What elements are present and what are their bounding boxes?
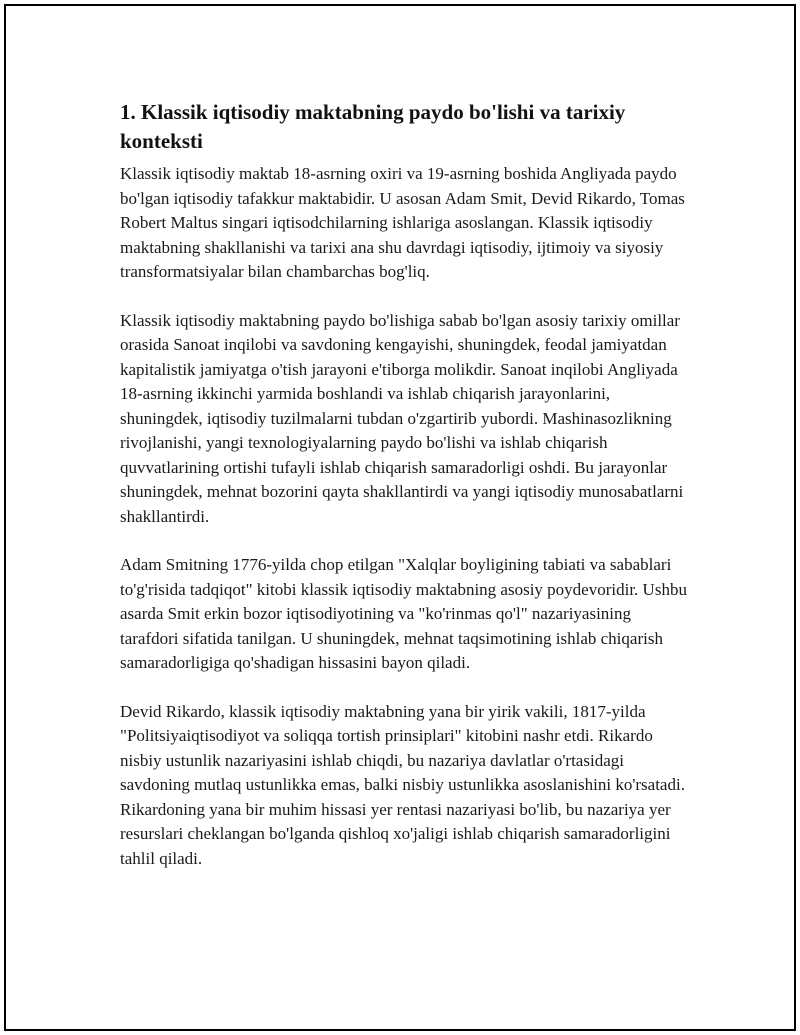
paragraph-adam-smith: Adam Smitning 1776-yilda chop etilgan "Xalqlar boyligining tabiati va sabablari to'g'risida tadqiqot" kitobi klassik iqtisodiy maktabning asosiy poydevoridir. Ushbu asarda Smit erkin bozor iqtisodiyotining va "ko'rinmas qo'l" nazariyasining tarafdori sifatida tanilgan. U shuningdek, mehnat taqsimotining ishlab chiqarish samaradorligiga qo'shadigan hissasini bayon qiladi. xyxy=(120,555,687,672)
paragraph-david-ricardo: Devid Rikardo, klassik iqtisodiy maktabning yana bir yirik vakili, 1817-yilda "Politsiyaiqtisodiyot va soliqqa tortish prinsiplari" kitobini nashr etdi. Rikardo nisbiy ustunlik nazariyasini ishlab chiqdi, bu nazariya davlatlar o'rtasidagi savdoning mutlaq ustunlikka emas, balki nisbiy ustunlikka asoslanishini ko'rsatadi. Rikardoning yana bir muhim hissasi yer rentasi nazariyasi bo'lib, bu nazariya yer resurslari cheklangan bo'lganda qishloq xo'jaligi ishlab chiqarish samaradorligini tahlil qiladi. xyxy=(120,701,685,868)
document-body xyxy=(120,98,692,895)
paragraph-historical-factors: Klassik iqtisodiy maktabning paydo bo'lishiga sabab bo'lgan asosiy tarixiy omillar orasida Sanoat inqilobi va savdoning kengayishi, shuningdek, feodal jamiyatdan kapitalistik jamiyatga o'tish jarayoni e'tiborga molikdir. Sanoat inqilobi Angliyada 18-asrning ikkinchi yarmida boshlandi va ishlab chiqarish jarayonlarini, shuningdek, iqtisodiy tuzilmalarni tubdan o'zgartirib yubordi. Mashinasozlikning rivojlanishi, yangi texnologiyalarning paydo bo'lishi va ishlab chiqarish quvvatlarining ortishi tufayli ishlab chiqarish samaradorligi oshdi. Bu jarayonlar shuningdek, mehnat bozorini qayta shakllantirdi va yangi iqtisodiy munosabatlarni shakllantirdi. xyxy=(120,310,684,526)
paragraph-intro: Klassik iqtisodiy maktab 18-asrning oxiri va 19-asrning boshida Angliyada paydo bo'lgan iqtisodiy tafakkur maktabidir. U asosan Adam Smit, Devid Rikardo, Tomas Robert Maltus singari iqtisodchilarning ishlariga asoslangan. Klassik iqtisodiy maktabning shakllanishi va tarixi ana shu davrdagi iqtisodiy, ijtimoiy va siyosiy transformatsiyalar bilan chambarchas bog'liq. xyxy=(120,164,685,281)
section-heading: 1. Klassik iqtisodiy maktabning paydo bo'lishi va tarixiy konteksti xyxy=(120,100,626,153)
document-page xyxy=(4,4,796,1031)
